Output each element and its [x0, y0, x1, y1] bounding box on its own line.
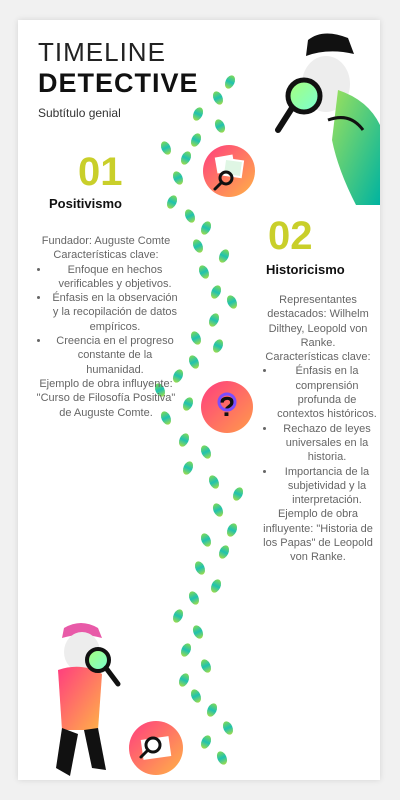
footprint — [209, 284, 223, 300]
footprint — [181, 460, 195, 476]
map-magnifier-icon — [128, 720, 184, 776]
footprint — [199, 658, 213, 674]
footprint — [181, 396, 195, 412]
section-1-body — [32, 234, 180, 420]
section-1-number: 01 — [78, 150, 123, 194]
footprint — [189, 688, 203, 704]
footprint — [191, 624, 205, 640]
footprint — [179, 150, 193, 166]
footprint — [225, 522, 239, 538]
section-2-body — [258, 293, 378, 565]
footprint — [183, 208, 197, 224]
footprint — [199, 532, 213, 548]
section-1-bullets — [32, 263, 180, 377]
footprint — [171, 608, 185, 624]
footprint — [199, 444, 213, 460]
footprint — [205, 702, 219, 718]
footprint — [187, 590, 201, 606]
footprint — [225, 294, 239, 310]
section-1-intro-1: Fundador: Auguste Comte — [41, 235, 171, 247]
section-2-bullet: • Énfasis en la comprensión profunda de contextos históricos. — [276, 364, 378, 421]
footprint — [199, 734, 213, 750]
section-1-intro-2: Características clave: — [53, 249, 159, 262]
footprint — [207, 312, 221, 328]
footprint — [165, 194, 179, 210]
footprint — [217, 544, 231, 560]
section-2-intro-2: Características clave: — [265, 351, 371, 364]
footprint — [211, 338, 225, 354]
detective-bottom-illustration — [36, 618, 131, 780]
section-2-intro-1: Representantes destacados: Wilhelm Dilthey, Leopold von Ranke. — [267, 294, 369, 349]
footprint — [213, 118, 227, 134]
section-1-bullet: • Énfasis en la observación y la recopilación de datos empíricos. — [50, 291, 180, 334]
footprint — [189, 132, 203, 148]
infographic-card — [18, 20, 380, 780]
footprint — [187, 354, 201, 370]
section-1-bullet: • Creencia en el progreso constante de la humanidad. — [50, 334, 180, 377]
title-line-2: DETECTIVE — [38, 68, 199, 98]
footprint — [189, 330, 203, 346]
footprint — [179, 642, 193, 658]
photos-magnifier-icon — [202, 144, 256, 198]
svg-text:?: ? — [218, 391, 236, 422]
subtitle: Subtítulo genial — [38, 106, 121, 120]
detective-top-illustration — [268, 30, 380, 205]
footprint — [159, 140, 173, 156]
title-line-1: TIMELINE — [38, 37, 166, 67]
footprint — [223, 74, 237, 90]
footprint — [207, 474, 221, 490]
footprint — [191, 238, 205, 254]
footprint — [231, 486, 245, 502]
footprint — [211, 502, 225, 518]
section-1-title: Positivismo — [49, 196, 122, 211]
section-2-bullet: • Rechazo de leyes universales en la historia. — [276, 422, 378, 465]
question-mark-icon — [200, 380, 254, 434]
footprint — [211, 90, 225, 106]
footprint — [191, 106, 205, 122]
footprint — [177, 432, 191, 448]
footprint — [221, 720, 235, 736]
footprint — [209, 578, 223, 594]
section-2-title: Historicismo — [266, 262, 345, 277]
footprint — [217, 248, 231, 264]
section-2-bullets — [258, 364, 378, 507]
section-1-bullet: • Enfoque en hechos verificables y objetivos. — [50, 263, 180, 292]
footprint — [197, 264, 211, 280]
footprint — [177, 672, 191, 688]
section-1-outro: Ejemplo de obra influyente: "Curso de Filosofía Positiva" de Auguste Comte. — [36, 377, 176, 419]
footprint — [215, 750, 229, 766]
footprint — [199, 220, 213, 236]
footprint — [193, 560, 207, 576]
footprint — [171, 170, 185, 186]
section-2-outro: Ejemplo de obra influyente: "Historia de los Papas" de Leopold von Ranke. — [263, 508, 373, 564]
section-2-number: 02 — [268, 214, 313, 258]
section-2-bullet: • Importancia de la subjetividad y la interpretación. — [276, 465, 378, 508]
